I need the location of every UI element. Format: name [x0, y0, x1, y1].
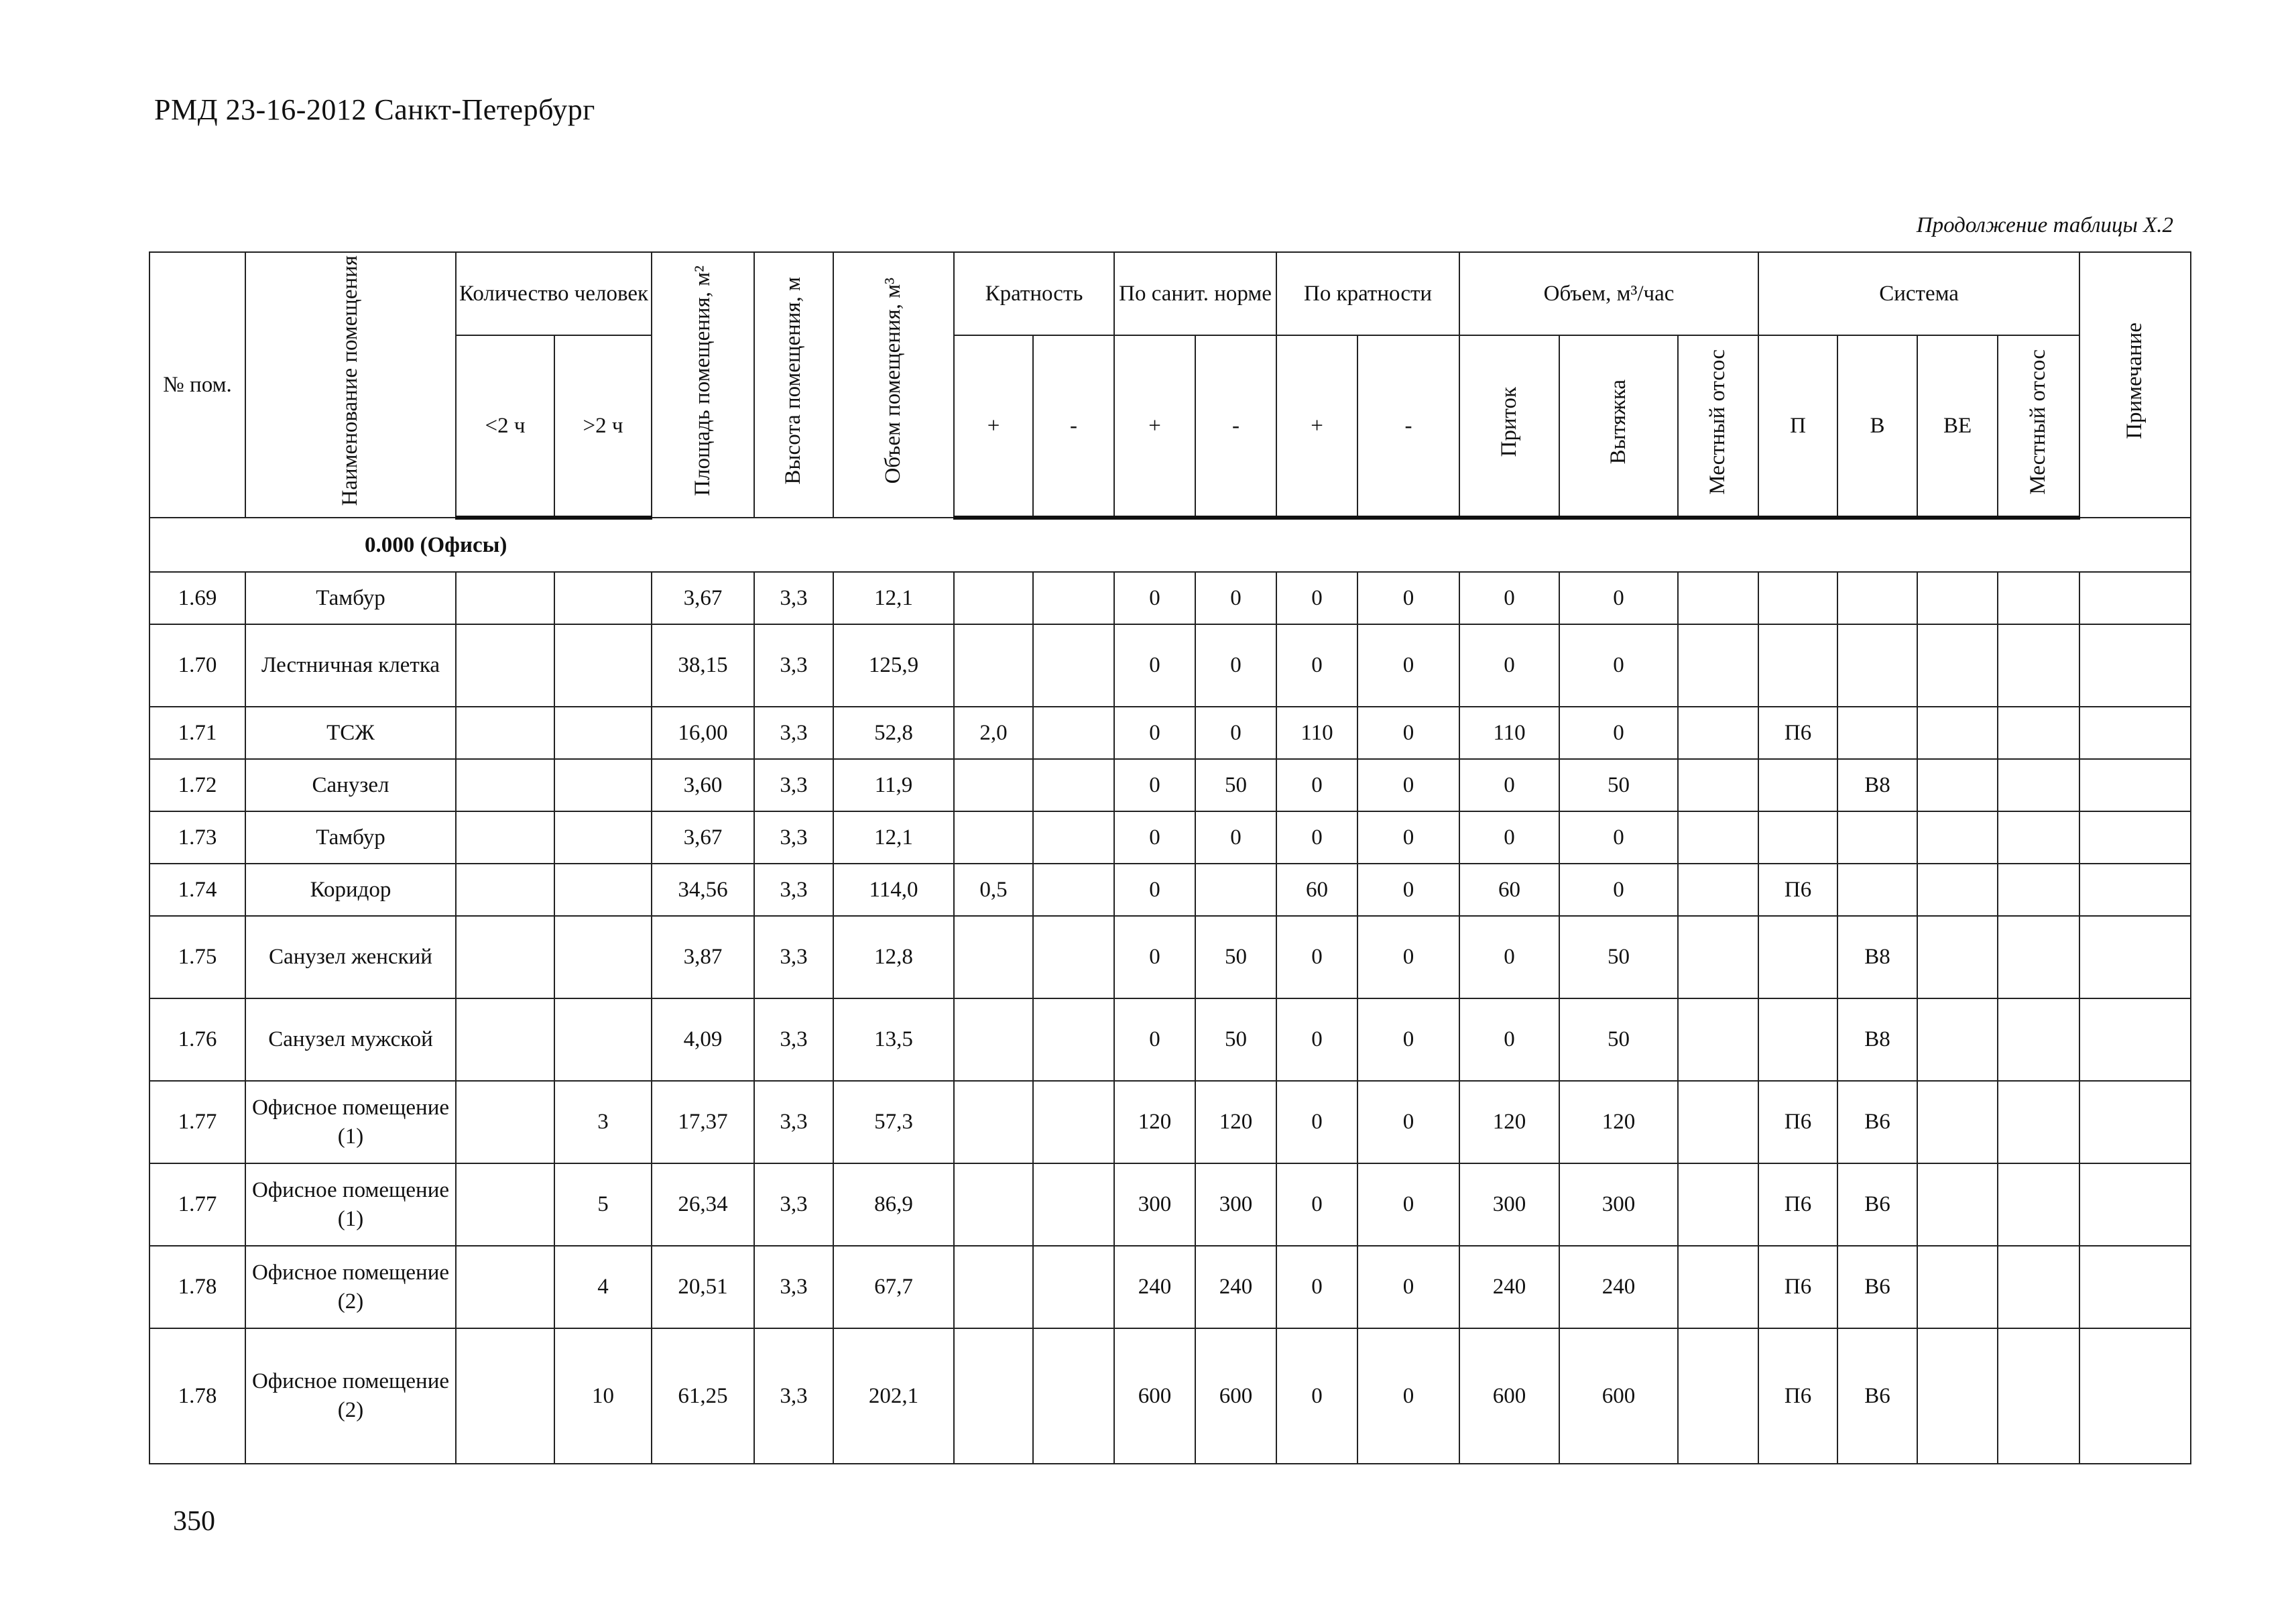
cell-height: 3,3	[754, 624, 833, 707]
cell-note	[2079, 759, 2191, 811]
cell-supply: 600	[1459, 1328, 1559, 1464]
cell-sanitary-minus: 50	[1195, 998, 1276, 1081]
col-by-mult-minus: -	[1357, 335, 1459, 518]
cell-sanitary-plus: 300	[1114, 1163, 1195, 1246]
cell-height: 3,3	[754, 864, 833, 916]
cell-height: 3,3	[754, 811, 833, 864]
table-continuation-caption: Продолжение таблицы Х.2	[1916, 213, 2173, 237]
cell-by-mult-plus: 0	[1276, 811, 1357, 864]
cell-system-v: В8	[1837, 759, 1917, 811]
cell-sanitary-minus: 0	[1195, 572, 1276, 624]
cell-exhaust: 50	[1559, 759, 1678, 811]
cell-exhaust: 240	[1559, 1246, 1678, 1328]
cell-note	[2079, 1081, 2191, 1163]
cell-people-lt2	[456, 624, 554, 707]
cell-system-v: В6	[1837, 1163, 1917, 1246]
cell-sanitary-minus: 300	[1195, 1163, 1276, 1246]
cell-sanitary-plus: 0	[1114, 759, 1195, 811]
cell-by-mult-plus: 0	[1276, 998, 1357, 1081]
cell-note	[2079, 864, 2191, 916]
cell-local-exhaust	[1678, 1081, 1758, 1163]
cell-exhaust: 0	[1559, 707, 1678, 759]
cell-multiplicity-minus	[1033, 811, 1114, 864]
col-system-ve: ВЕ	[1917, 335, 1998, 518]
table-row	[149, 998, 2191, 1081]
cell-system-p: П6	[1758, 707, 1837, 759]
ventilation-table	[149, 251, 2191, 1464]
cell-multiplicity-minus	[1033, 998, 1114, 1081]
cell-local-exhaust	[1678, 1163, 1758, 1246]
cell-sanitary-minus: 120	[1195, 1081, 1276, 1163]
table-row	[149, 1163, 2191, 1246]
cell-note	[2079, 1246, 2191, 1328]
cell-system-p: П6	[1758, 1328, 1837, 1464]
cell-area: 38,15	[652, 624, 754, 707]
cell-system-p: П6	[1758, 1163, 1837, 1246]
cell-supply: 0	[1459, 624, 1559, 707]
cell-local-exhaust	[1678, 572, 1758, 624]
cell-room-no: 1.71	[149, 707, 245, 759]
cell-system-ve	[1917, 707, 1998, 759]
cell-system-p	[1758, 998, 1837, 1081]
table-row	[149, 572, 2191, 624]
section-title: 0.000 (Офисы)	[149, 518, 2191, 572]
cell-local-exhaust	[1678, 1328, 1758, 1464]
cell-people-gt2	[554, 572, 652, 624]
cell-by-mult-minus: 0	[1357, 1163, 1459, 1246]
cell-system-ve	[1917, 572, 1998, 624]
cell-multiplicity-plus	[954, 811, 1033, 864]
cell-people-lt2	[456, 759, 554, 811]
cell-room-name: Офисное помещение (1)	[245, 1163, 456, 1246]
cell-volume: 202,1	[833, 1328, 954, 1464]
cell-local-exhaust	[1678, 916, 1758, 998]
cell-people-gt2: 5	[554, 1163, 652, 1246]
cell-sanitary-minus: 50	[1195, 916, 1276, 998]
cell-people-lt2	[456, 998, 554, 1081]
cell-sanitary-minus: 0	[1195, 707, 1276, 759]
cell-system-ve	[1917, 998, 1998, 1081]
cell-room-no: 1.76	[149, 998, 245, 1081]
cell-local-exhaust	[1678, 864, 1758, 916]
col-sanitary-plus: +	[1114, 335, 1195, 518]
table-row	[149, 707, 2191, 759]
cell-sanitary-plus: 0	[1114, 811, 1195, 864]
cell-sanitary-minus: 0	[1195, 811, 1276, 864]
cell-system-ve	[1917, 624, 1998, 707]
page-number: 350	[173, 1506, 215, 1537]
cell-by-mult-minus: 0	[1357, 811, 1459, 864]
cell-people-gt2	[554, 707, 652, 759]
cell-system-local	[1998, 998, 2079, 1081]
cell-by-mult-minus: 0	[1357, 1081, 1459, 1163]
cell-by-mult-plus: 0	[1276, 1163, 1357, 1246]
table-row	[149, 864, 2191, 916]
cell-room-no: 1.72	[149, 759, 245, 811]
cell-system-local	[1998, 864, 2079, 916]
cell-system-local	[1998, 624, 2079, 707]
col-system-p: П	[1758, 335, 1837, 518]
cell-room-no: 1.69	[149, 572, 245, 624]
cell-by-mult-plus: 0	[1276, 759, 1357, 811]
cell-area: 3,87	[652, 916, 754, 998]
cell-system-local	[1998, 759, 2079, 811]
cell-exhaust: 50	[1559, 916, 1678, 998]
cell-by-mult-plus: 0	[1276, 1081, 1357, 1163]
cell-system-v	[1837, 811, 1917, 864]
cell-system-p: П6	[1758, 1246, 1837, 1328]
cell-system-ve	[1917, 864, 1998, 916]
cell-area: 4,09	[652, 998, 754, 1081]
cell-sanitary-plus: 0	[1114, 916, 1195, 998]
table-row	[149, 1081, 2191, 1163]
table-row	[149, 1328, 2191, 1464]
cell-system-ve	[1917, 1163, 1998, 1246]
cell-area: 34,56	[652, 864, 754, 916]
table-row	[149, 759, 2191, 811]
cell-system-local	[1998, 572, 2079, 624]
cell-note	[2079, 1328, 2191, 1464]
cell-people-lt2	[456, 1246, 554, 1328]
cell-system-v	[1837, 572, 1917, 624]
cell-room-name: Санузел	[245, 759, 456, 811]
col-area: Площадь помещения, м²	[652, 252, 754, 518]
cell-exhaust: 50	[1559, 998, 1678, 1081]
cell-volume: 125,9	[833, 624, 954, 707]
cell-volume: 12,8	[833, 916, 954, 998]
cell-system-local	[1998, 1328, 2079, 1464]
cell-exhaust: 0	[1559, 572, 1678, 624]
cell-note	[2079, 916, 2191, 998]
cell-room-no: 1.74	[149, 864, 245, 916]
cell-system-local	[1998, 1163, 2079, 1246]
cell-sanitary-plus: 120	[1114, 1081, 1195, 1163]
cell-system-p	[1758, 624, 1837, 707]
cell-by-mult-minus: 0	[1357, 864, 1459, 916]
cell-by-mult-minus: 0	[1357, 916, 1459, 998]
cell-sanitary-plus: 0	[1114, 707, 1195, 759]
cell-exhaust: 300	[1559, 1163, 1678, 1246]
cell-people-gt2	[554, 759, 652, 811]
cell-sanitary-minus: 0	[1195, 624, 1276, 707]
cell-system-p: П6	[1758, 864, 1837, 916]
cell-people-gt2: 3	[554, 1081, 652, 1163]
cell-people-lt2	[456, 1163, 554, 1246]
cell-by-mult-minus: 0	[1357, 998, 1459, 1081]
cell-multiplicity-minus	[1033, 1081, 1114, 1163]
cell-note	[2079, 624, 2191, 707]
cell-multiplicity-minus	[1033, 1328, 1114, 1464]
cell-supply: 0	[1459, 916, 1559, 998]
cell-supply: 300	[1459, 1163, 1559, 1246]
cell-people-gt2	[554, 916, 652, 998]
cell-volume: 11,9	[833, 759, 954, 811]
cell-system-local	[1998, 916, 2079, 998]
cell-height: 3,3	[754, 1328, 833, 1464]
cell-note	[2079, 572, 2191, 624]
cell-note	[2079, 998, 2191, 1081]
cell-people-gt2: 10	[554, 1328, 652, 1464]
cell-room-no: 1.78	[149, 1246, 245, 1328]
cell-system-ve	[1917, 1081, 1998, 1163]
cell-people-lt2	[456, 1081, 554, 1163]
cell-room-name: Тамбур	[245, 572, 456, 624]
cell-height: 3,3	[754, 998, 833, 1081]
cell-room-name: Лестничная клетка	[245, 624, 456, 707]
cell-people-gt2	[554, 864, 652, 916]
col-height: Высота помещения, м	[754, 252, 833, 518]
cell-by-mult-minus: 0	[1357, 759, 1459, 811]
cell-room-no: 1.77	[149, 1081, 245, 1163]
col-room-name: Наименование помещения	[245, 252, 456, 518]
cell-multiplicity-minus	[1033, 572, 1114, 624]
col-system-v: В	[1837, 335, 1917, 518]
cell-by-mult-minus: 0	[1357, 707, 1459, 759]
cell-local-exhaust	[1678, 1246, 1758, 1328]
cell-supply: 0	[1459, 572, 1559, 624]
cell-by-mult-plus: 60	[1276, 864, 1357, 916]
cell-supply: 60	[1459, 864, 1559, 916]
cell-system-p	[1758, 759, 1837, 811]
cell-sanitary-plus: 240	[1114, 1246, 1195, 1328]
cell-by-mult-plus: 0	[1276, 624, 1357, 707]
col-local-exhaust: Местный отсос	[1678, 335, 1758, 518]
cell-area: 17,37	[652, 1081, 754, 1163]
cell-people-lt2	[456, 864, 554, 916]
cell-people-lt2	[456, 916, 554, 998]
cell-people-lt2	[456, 1328, 554, 1464]
cell-supply: 240	[1459, 1246, 1559, 1328]
cell-system-v	[1837, 864, 1917, 916]
col-multiplicity-plus: +	[954, 335, 1033, 518]
col-by-sanitary-norm: По санит. норме	[1114, 252, 1276, 335]
cell-people-lt2	[456, 572, 554, 624]
cell-multiplicity-minus	[1033, 707, 1114, 759]
cell-supply: 0	[1459, 811, 1559, 864]
table-row	[149, 811, 2191, 864]
cell-multiplicity-plus	[954, 998, 1033, 1081]
cell-by-mult-plus: 0	[1276, 1328, 1357, 1464]
cell-room-name: Санузел мужской	[245, 998, 456, 1081]
cell-height: 3,3	[754, 1246, 833, 1328]
cell-people-gt2	[554, 998, 652, 1081]
cell-area: 20,51	[652, 1246, 754, 1328]
cell-room-no: 1.70	[149, 624, 245, 707]
cell-supply: 120	[1459, 1081, 1559, 1163]
cell-system-p: П6	[1758, 1081, 1837, 1163]
cell-exhaust: 0	[1559, 864, 1678, 916]
section-row	[149, 518, 2191, 572]
col-flow-volume: Объем, м³/час	[1459, 252, 1758, 335]
cell-people-gt2	[554, 811, 652, 864]
cell-local-exhaust	[1678, 811, 1758, 864]
cell-volume: 52,8	[833, 707, 954, 759]
cell-height: 3,3	[754, 759, 833, 811]
table-row	[149, 916, 2191, 998]
col-room-no: № пом.	[149, 252, 245, 518]
cell-room-name: Офисное помещение (1)	[245, 1081, 456, 1163]
cell-sanitary-minus: 240	[1195, 1246, 1276, 1328]
cell-note	[2079, 811, 2191, 864]
cell-by-mult-minus: 0	[1357, 624, 1459, 707]
cell-local-exhaust	[1678, 707, 1758, 759]
cell-multiplicity-minus	[1033, 624, 1114, 707]
cell-system-ve	[1917, 759, 1998, 811]
cell-multiplicity-plus	[954, 759, 1033, 811]
cell-exhaust: 0	[1559, 624, 1678, 707]
col-volume: Объем помещения, м³	[833, 252, 954, 518]
cell-by-mult-plus: 0	[1276, 916, 1357, 998]
cell-room-name: Санузел женский	[245, 916, 456, 998]
col-system-local: Местный отсос	[1998, 335, 2079, 518]
cell-room-name: Офисное помещение (2)	[245, 1246, 456, 1328]
cell-room-no: 1.78	[149, 1328, 245, 1464]
cell-system-local	[1998, 707, 2079, 759]
cell-supply: 0	[1459, 759, 1559, 811]
cell-multiplicity-plus	[954, 1246, 1033, 1328]
cell-volume: 13,5	[833, 998, 954, 1081]
cell-local-exhaust	[1678, 759, 1758, 811]
cell-multiplicity-plus	[954, 1163, 1033, 1246]
cell-room-no: 1.73	[149, 811, 245, 864]
cell-volume: 86,9	[833, 1163, 954, 1246]
table-row	[149, 624, 2191, 707]
cell-area: 3,60	[652, 759, 754, 811]
col-people-gt2: >2 ч	[554, 335, 652, 518]
col-sanitary-minus: -	[1195, 335, 1276, 518]
table-header	[149, 252, 2191, 518]
cell-multiplicity-minus	[1033, 916, 1114, 998]
col-people-lt2: <2 ч	[456, 335, 554, 518]
cell-system-ve	[1917, 1246, 1998, 1328]
col-by-multiplicity: По кратности	[1276, 252, 1459, 335]
cell-multiplicity-minus	[1033, 1246, 1114, 1328]
table-body	[149, 518, 2191, 1464]
cell-volume: 114,0	[833, 864, 954, 916]
col-multiplicity-minus: -	[1033, 335, 1114, 518]
cell-volume: 12,1	[833, 811, 954, 864]
col-system: Система	[1758, 252, 2079, 335]
cell-multiplicity-plus	[954, 1081, 1033, 1163]
cell-sanitary-plus: 0	[1114, 864, 1195, 916]
cell-sanitary-plus: 0	[1114, 998, 1195, 1081]
cell-sanitary-minus: 600	[1195, 1328, 1276, 1464]
cell-system-p	[1758, 916, 1837, 998]
cell-by-mult-plus: 0	[1276, 572, 1357, 624]
cell-exhaust: 0	[1559, 811, 1678, 864]
col-note: Примечание	[2079, 252, 2191, 518]
cell-by-mult-plus: 110	[1276, 707, 1357, 759]
cell-sanitary-plus: 600	[1114, 1328, 1195, 1464]
cell-local-exhaust	[1678, 624, 1758, 707]
cell-people-gt2: 4	[554, 1246, 652, 1328]
cell-by-mult-minus: 0	[1357, 1246, 1459, 1328]
cell-height: 3,3	[754, 1081, 833, 1163]
cell-people-gt2	[554, 624, 652, 707]
document-header: РМД 23-16-2012 Санкт-Петербург	[154, 93, 595, 126]
cell-room-no: 1.77	[149, 1163, 245, 1246]
cell-room-name: Офисное помещение (2)	[245, 1328, 456, 1464]
col-people: Количество человек	[456, 252, 652, 335]
cell-exhaust: 120	[1559, 1081, 1678, 1163]
col-multiplicity: Кратность	[954, 252, 1114, 335]
table-row	[149, 1246, 2191, 1328]
cell-system-p	[1758, 572, 1837, 624]
cell-area: 3,67	[652, 811, 754, 864]
cell-supply: 0	[1459, 998, 1559, 1081]
cell-exhaust: 600	[1559, 1328, 1678, 1464]
cell-system-v: В8	[1837, 998, 1917, 1081]
cell-room-name: Тамбур	[245, 811, 456, 864]
cell-area: 16,00	[652, 707, 754, 759]
cell-note	[2079, 707, 2191, 759]
cell-multiplicity-minus	[1033, 864, 1114, 916]
cell-multiplicity-plus	[954, 916, 1033, 998]
cell-system-ve	[1917, 916, 1998, 998]
cell-sanitary-minus	[1195, 864, 1276, 916]
cell-height: 3,3	[754, 572, 833, 624]
cell-by-mult-plus: 0	[1276, 1246, 1357, 1328]
cell-system-local	[1998, 811, 2079, 864]
cell-area: 61,25	[652, 1328, 754, 1464]
cell-system-local	[1998, 1246, 2079, 1328]
cell-volume: 57,3	[833, 1081, 954, 1163]
cell-system-ve	[1917, 1328, 1998, 1464]
cell-people-lt2	[456, 707, 554, 759]
cell-local-exhaust	[1678, 998, 1758, 1081]
cell-supply: 110	[1459, 707, 1559, 759]
cell-multiplicity-plus: 0,5	[954, 864, 1033, 916]
cell-multiplicity-minus	[1033, 759, 1114, 811]
cell-volume: 12,1	[833, 572, 954, 624]
cell-people-lt2	[456, 811, 554, 864]
cell-volume: 67,7	[833, 1246, 954, 1328]
cell-by-mult-minus: 0	[1357, 1328, 1459, 1464]
cell-height: 3,3	[754, 916, 833, 998]
cell-system-ve	[1917, 811, 1998, 864]
col-by-mult-plus: +	[1276, 335, 1357, 518]
cell-multiplicity-plus	[954, 624, 1033, 707]
cell-system-local	[1998, 1081, 2079, 1163]
col-exhaust: Вытяжка	[1559, 335, 1678, 518]
cell-note	[2079, 1163, 2191, 1246]
cell-sanitary-plus: 0	[1114, 572, 1195, 624]
cell-system-v	[1837, 624, 1917, 707]
cell-multiplicity-minus	[1033, 1163, 1114, 1246]
cell-room-name: Коридор	[245, 864, 456, 916]
cell-area: 26,34	[652, 1163, 754, 1246]
cell-system-v	[1837, 707, 1917, 759]
col-supply: Приток	[1459, 335, 1559, 518]
cell-system-v: В8	[1837, 916, 1917, 998]
cell-multiplicity-plus	[954, 572, 1033, 624]
cell-room-name: ТСЖ	[245, 707, 456, 759]
cell-system-p	[1758, 811, 1837, 864]
cell-sanitary-minus: 50	[1195, 759, 1276, 811]
cell-area: 3,67	[652, 572, 754, 624]
cell-height: 3,3	[754, 1163, 833, 1246]
cell-system-v: В6	[1837, 1328, 1917, 1464]
cell-multiplicity-plus	[954, 1328, 1033, 1464]
cell-sanitary-plus: 0	[1114, 624, 1195, 707]
cell-system-v: В6	[1837, 1081, 1917, 1163]
cell-room-no: 1.75	[149, 916, 245, 998]
cell-system-v: В6	[1837, 1246, 1917, 1328]
cell-multiplicity-plus: 2,0	[954, 707, 1033, 759]
cell-by-mult-minus: 0	[1357, 572, 1459, 624]
cell-height: 3,3	[754, 707, 833, 759]
